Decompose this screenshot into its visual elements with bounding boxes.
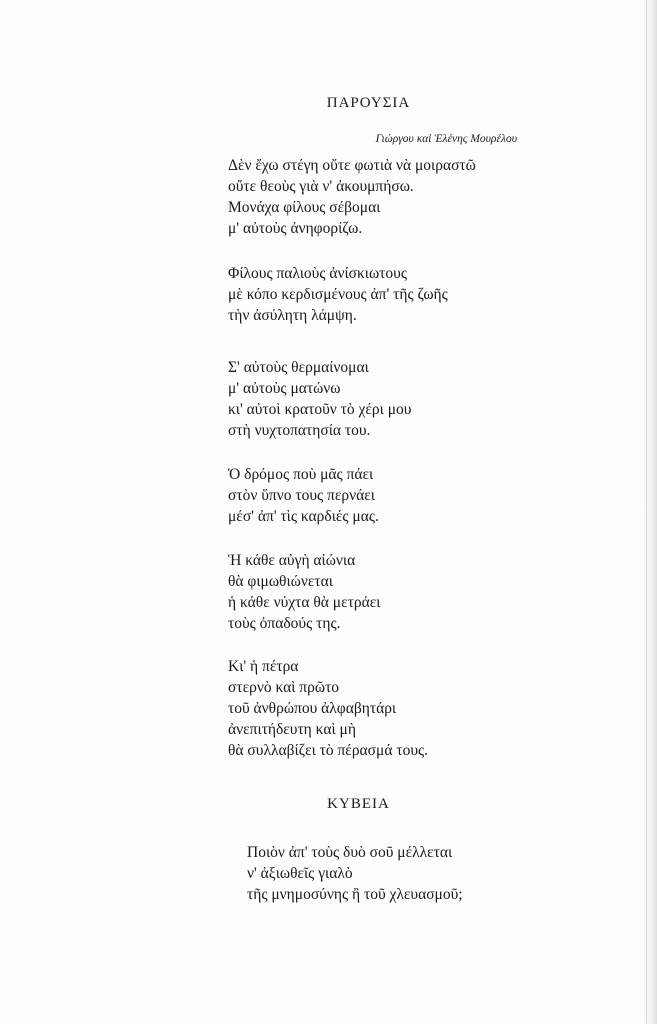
page-edge-line xyxy=(646,0,647,1024)
poem-line: ν' ἀξιωθεῖς γιαλὸ xyxy=(247,865,353,882)
poem-line: τῆς μνημοσύνης ἢ τοῦ χλευασμοῦ; xyxy=(247,886,463,903)
poem-line: Ποιὸν ἀπ' τοὺς δυὸ σοῦ μέλλεται xyxy=(247,844,453,861)
poem-line: τὴν ἀσύλητη λάμψη. xyxy=(228,307,357,324)
stanza-2 xyxy=(228,263,448,326)
poem-line: κι' αὐτοὶ κρατοῦν τὸ χέρι μου xyxy=(228,401,412,418)
poem-line: θὰ φιμωθιώνεται xyxy=(228,573,333,590)
poem-line: μ' αὐτοὺς ἀνηφορίζω. xyxy=(228,220,363,237)
poem-line: Δὲν ἔχω στέγη οὔτε φωτιὰ νὰ μοιραστῶ xyxy=(228,157,476,174)
poem-line: Κι' ἡ πέτρα xyxy=(228,658,299,675)
poem-line: ἀνεπιτήδευτη καὶ μὴ xyxy=(228,721,356,738)
stanza-3 xyxy=(228,357,411,441)
poem-line: μ' αὐτοὺς ματώνω xyxy=(228,380,341,397)
poem-line: τοῦ ἀνθρώπου ἀλφαβητάρι xyxy=(228,700,397,717)
stanza-4 xyxy=(228,464,379,527)
poem-line: τοὺς ὀπαδούς της. xyxy=(228,615,341,632)
poem-dedication: Γιώργου καὶ Ἑλένης Μουρέλου xyxy=(375,133,517,145)
poem-title-parousia: ΠΑΡΟΥΣΙΑ xyxy=(326,95,411,111)
stanza-5 xyxy=(228,550,380,634)
poem-line: θὰ συλλαβίζει τὸ πέρασμά τους. xyxy=(228,742,429,759)
poem-title-kyveia: ΚΥΒΕΙΑ xyxy=(327,796,390,812)
poem-line: στερνὸ καὶ πρῶτο xyxy=(228,679,340,696)
poem-line: στὴ νυχτοπατησία του. xyxy=(228,422,371,439)
poem-line: Ὁ δρόμος ποὺ μᾶς πάει xyxy=(228,466,374,483)
poem-line: μέσ' ἀπ' τὶς καρδιές μας. xyxy=(228,508,379,525)
poem-line: μὲ κόπο κερδισμένους ἀπ' τῆς ζωῆς xyxy=(228,286,448,303)
stanza-1 xyxy=(228,155,476,239)
poem-line: Ἡ κάθε αὐγὴ αἰώνια xyxy=(228,552,356,569)
poem-line: οὔτε θεοὺς γιὰ ν' ἀκουμπήσω. xyxy=(228,178,414,195)
poem-line: Μονάχα φίλους σέβομαι xyxy=(228,199,381,216)
stanza-6 xyxy=(228,656,428,761)
poem-line: στὸν ὕπνο τους περνάει xyxy=(228,487,375,504)
poem-line: ἡ κάθε νύχτα θὰ μετράει xyxy=(228,594,381,611)
stanza-kyveia-1 xyxy=(247,842,463,905)
poem-line: Σ' αὐτοὺς θερμαίνομαι xyxy=(228,359,369,376)
poem-line: Φίλους παλιοὺς ἀνίσκιωτους xyxy=(228,265,407,282)
